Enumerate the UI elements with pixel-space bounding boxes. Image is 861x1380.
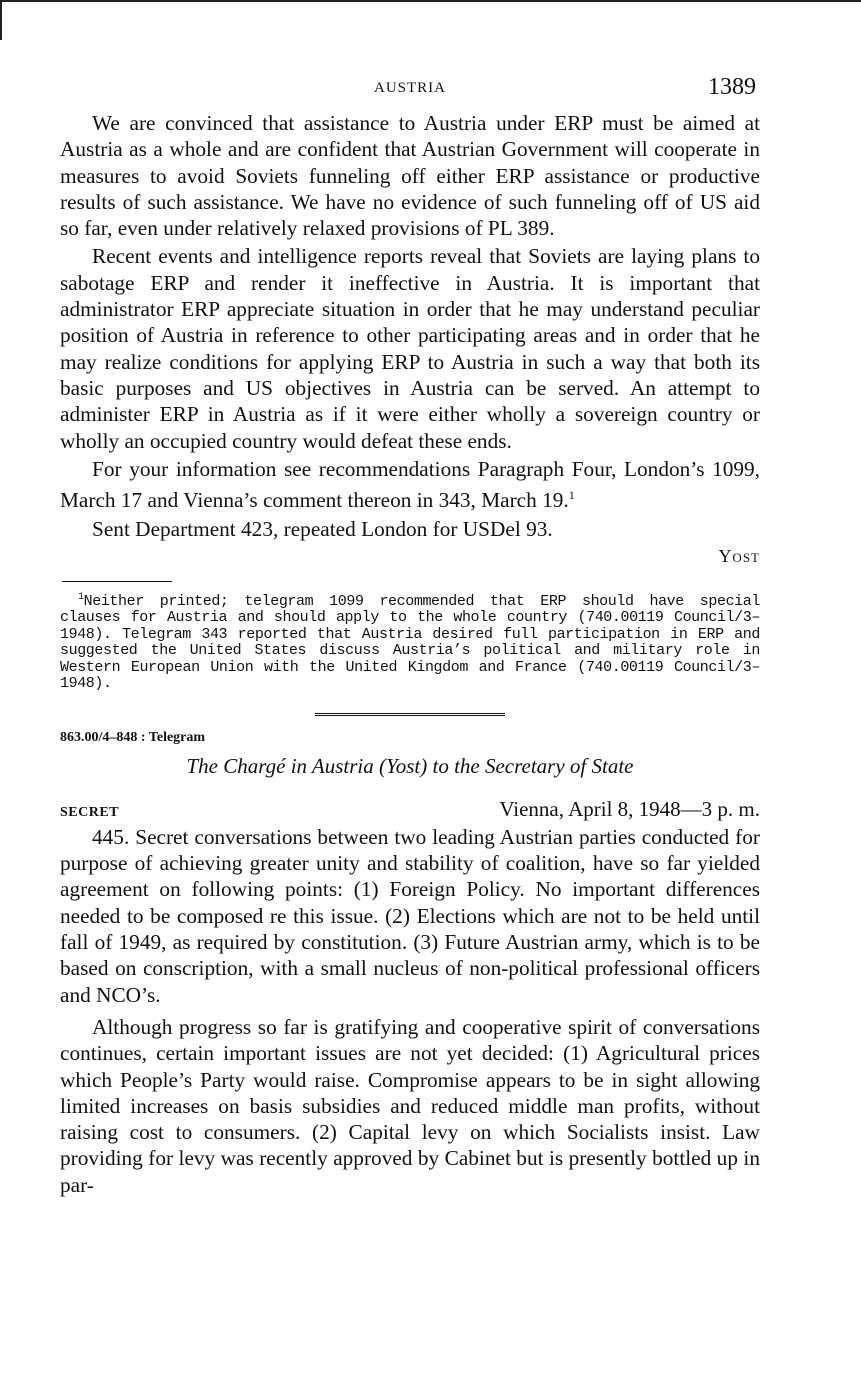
page-top-border — [0, 0, 861, 2]
document-page — [60, 70, 760, 1200]
page-number: 1389 — [708, 74, 756, 100]
footnote-rule — [62, 581, 172, 582]
dateline-row — [60, 797, 760, 822]
section-divider — [315, 713, 505, 716]
footnote-marker: 1 — [78, 591, 84, 603]
file-reference: 863.00/4–848 : Telegram — [60, 729, 206, 745]
footnote — [60, 590, 760, 693]
paragraph-3 — [60, 456, 760, 514]
body-paragraph-1: 445. Secret conversations between two leading Austrian parties conducted for purpose of achieving greater unity and stability of coalition, have so far yielded agreement on following points: (1) Foreign Policy. No important differences needed to be composed re this issue. (2) Elections which are not to be held until fall of 1949, as required by constitution. (3) Future Austrian army, which is to be based on conscription, with a small nucleus of non-political professional officers and NCO’s. — [60, 824, 760, 1007]
page-header — [60, 70, 760, 110]
paragraph-1: We are convinced that assistance to Austria under ERP must be aimed at Austria as a whole and are confident that Austrian Government will cooperate in measures to avoid Soviets funneling off either ERP assistance or productive results of such assistance. We have no evidence of such funneling off of US aid so far, even under relatively relaxed provisions of PL 389. — [60, 111, 760, 241]
paragraph-2: Recent events and intelligence reports reveal that Soviets are laying plans to sabotage ERP and render it ineffective in Austria. It is important that administrator ERP appreciate situation in order that he may understand peculiar position of Austria in reference to other participating areas and in order that he may realize conditions for applying ERP to Austria in such a way that both its basic purposes and US objectives in Austria can be served. An attempt to administer ERP in Austria as if it were either wholly a sovereign country or wholly an occupied country would defeat these ends. — [60, 244, 760, 453]
paragraph-3-text: For your information see recommendations Paragraph Four, London’s 1099, March 17 and Vienna’s comment thereon in 343, March 19. — [60, 456, 760, 513]
dateline: Vienna, April 8, 1948—3 p. m. — [499, 796, 760, 821]
running-head: AUSTRIA — [373, 80, 446, 96]
classification: SECRET — [60, 804, 120, 820]
footnote-text: Neither printed; telegram 1099 recommended that ERP should have special clauses for Austria and should apply to the whole country (740.00119 Council/3–1948). Telegram 343 reported that Austria desired full participation in ERP and suggested the United States discuss Austria’s political and military role in Western European Union with the United Kingdom and France (740.00119 Council/3–1948). — [60, 592, 760, 693]
body-paragraph-2: Although progress so far is gratifying and cooperative spirit of conversations continues, certain important issues are not yet decided: (1) Agricultural prices which People’s Party would raise. Compromise appears to be in sight allowing limited increases on basis subsidies and reduced middle man profits, without raising cost to consumers. (2) Capital levy on which Socialists insist. Law providing for levy was recently approved by Cabinet but is presently bottled up in par- — [60, 1014, 760, 1197]
signature: Yost — [718, 545, 760, 566]
document-title: The Chargé in Austria (Yost) to the Secretary of State — [186, 753, 634, 778]
footnote-reference: 1 — [568, 488, 575, 503]
page-left-border — [0, 0, 2, 40]
paragraph-4: Sent Department 423, repeated London for USDel 93. — [92, 516, 553, 541]
